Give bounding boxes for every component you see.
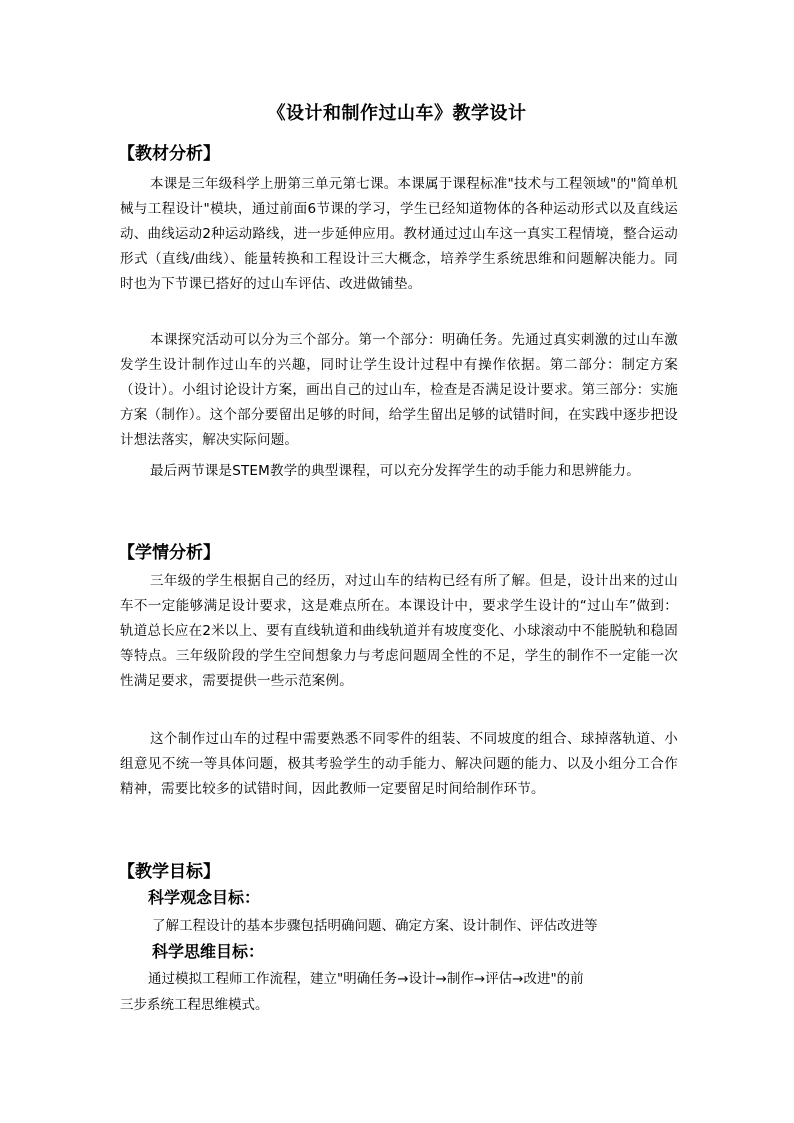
- science-thinking-goal-text-line-1: 通过模拟工程师工作流程，建立"明确任务→设计→制作→评估→改进"的前: [148, 971, 584, 987]
- science-thinking-goal-text-line-2: 三步系统工程思维模式。: [120, 997, 269, 1013]
- section-heading-material-analysis: 【教材分析】: [118, 144, 220, 164]
- document-title: 《设计和制作过山车》教学设计: [267, 103, 527, 124]
- learner-analysis-paragraph-1: 三年级的学生根据自己的经历，对过山车的结构已经有所了解。但是，设计出来的过山车不一定能够满足设计要求，这是难点所在。本课设计中，要求学生设计的“过山车”做到：轨道总长应在2米以上、要有直线轨道和曲线轨道并有坡度变化、小球滚动中不能脱轨和稳固等特点。三年级阶段的学生空间想象力与考虑问题周全性的不足，学生的制作不一定能一次性满足要求，需要提供一些示范案例。: [120, 573, 678, 689]
- material-analysis-paragraph-2: 本课探究活动可以分为三个部分。第一个部分：明确任务。先通过真实刺激的过山车激发学生设计制作过山车的兴趣，同时让学生设计过程中有操作依据。第二部分：制定方案（设计）。小组讨论设计方案，画出自己的过山车，检查是否满足设计要求。第三部分：实施方案（制作）。这个部分要留出足够的时间，给学生留出足够的试错时间，在实践中逐步把设计想法落实，解决实际问题。: [120, 332, 678, 448]
- material-analysis-paragraph-1: 本课是三年级科学上册第三单元第七课。本课属于课程标准"技术与工程领域"的"简单机械与工程设计"模块，通过前面6节课的学习，学生已经知道物体的各种运动形式以及直线运动、曲线运动2种运动路线，进一步延伸应用。教材通过过山车这一真实工程情境，整合运动形式（直线/曲线）、能量转换和工程设计三大概念，培养学生系统思维和问题解决能力。同时也为下节课已搭好的过山车评估、改进做铺垫。: [120, 176, 678, 292]
- learner-analysis-paragraph-2: 这个制作过山车的过程中需要熟悉不同零件的组装、不同坡度的组合、球掉落轨道、小组意见不统一等具体问题，极其考验学生的动手能力、解决问题的能力、以及小组分工合作精神，需要比较多的试错时间，因此教师一定要留足时间给制作环节。: [120, 731, 678, 797]
- science-concept-goal-label: 科学观念目标：: [148, 888, 261, 907]
- science-thinking-goal-label: 科学思维目标：: [152, 942, 265, 961]
- science-concept-goal-text: 了解工程设计的基本步骤包括明确问题、确定方案、设计制作、评估改进等: [152, 918, 598, 934]
- material-analysis-paragraph-3: 最后两节课是STEM教学的典型课程，可以充分发挥学生的动手能力和思辨能力。: [150, 463, 640, 479]
- section-heading-learner-analysis: 【学情分析】: [118, 543, 220, 563]
- section-heading-teaching-goals: 【教学目标】: [118, 862, 220, 882]
